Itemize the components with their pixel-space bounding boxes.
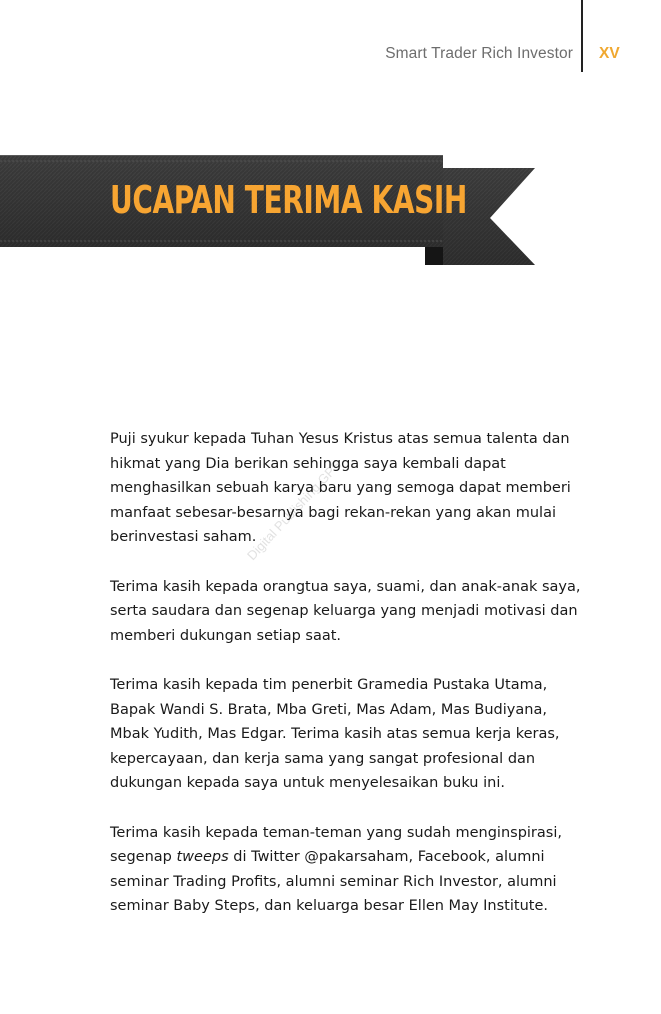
body-text	[110, 427, 590, 943]
page-number: XV	[599, 45, 620, 62]
header-divider	[581, 0, 583, 72]
book-title: Smart Trader Rich Investor	[385, 45, 573, 62]
paragraph	[110, 821, 590, 919]
paragraph: Puji syukur kepada Tuhan Yesus Kristus atas semua talenta dan hikmat yang Dia berikan sehingga saya kembali dapat menghasilkan sebuah karya baru yang semoga dapat memberi manfaat sebesar-besarnya bagi rekan-rekan yang akan mulai berinvestasi saham.	[110, 431, 571, 546]
paragraph: Terima kasih kepada orangtua saya, suami, dan anak-anak saya, serta saudara dan segenap keluarga yang menjadi motivasi dan memberi dukungan setiap saat.	[110, 578, 581, 644]
paragraph-text: di Twitter @pakarsaham, Facebook, alumni seminar Trading Profits, alumni seminar Rich Investor, alumni seminar Baby Steps, dan keluarga besar Ellen May Institute.	[110, 849, 557, 915]
paragraph-text: Terima kasih kepada teman-teman yang sudah menginspirasi, segenap	[110, 824, 562, 866]
chapter-title: UCAPAN TERIMA KASIH	[110, 178, 467, 222]
watermark-text: Digital Publishing GPS	[244, 457, 345, 563]
paragraph: Terima kasih kepada tim penerbit Gramedia Pustaka Utama, Bapak Wandi S. Brata, Mba Greti, Mas Adam, Mas Budiyana, Mbak Yudith, Mas Edgar. Terima kasih atas semua kerja keras, kepercayaan, dan kerja sama yang sangat profesional dan dukungan kepada saya untuk menyelesaikan buku ini.	[110, 676, 560, 792]
paragraph-italic: tweeps	[176, 849, 229, 866]
ribbon-fold	[425, 247, 443, 265]
